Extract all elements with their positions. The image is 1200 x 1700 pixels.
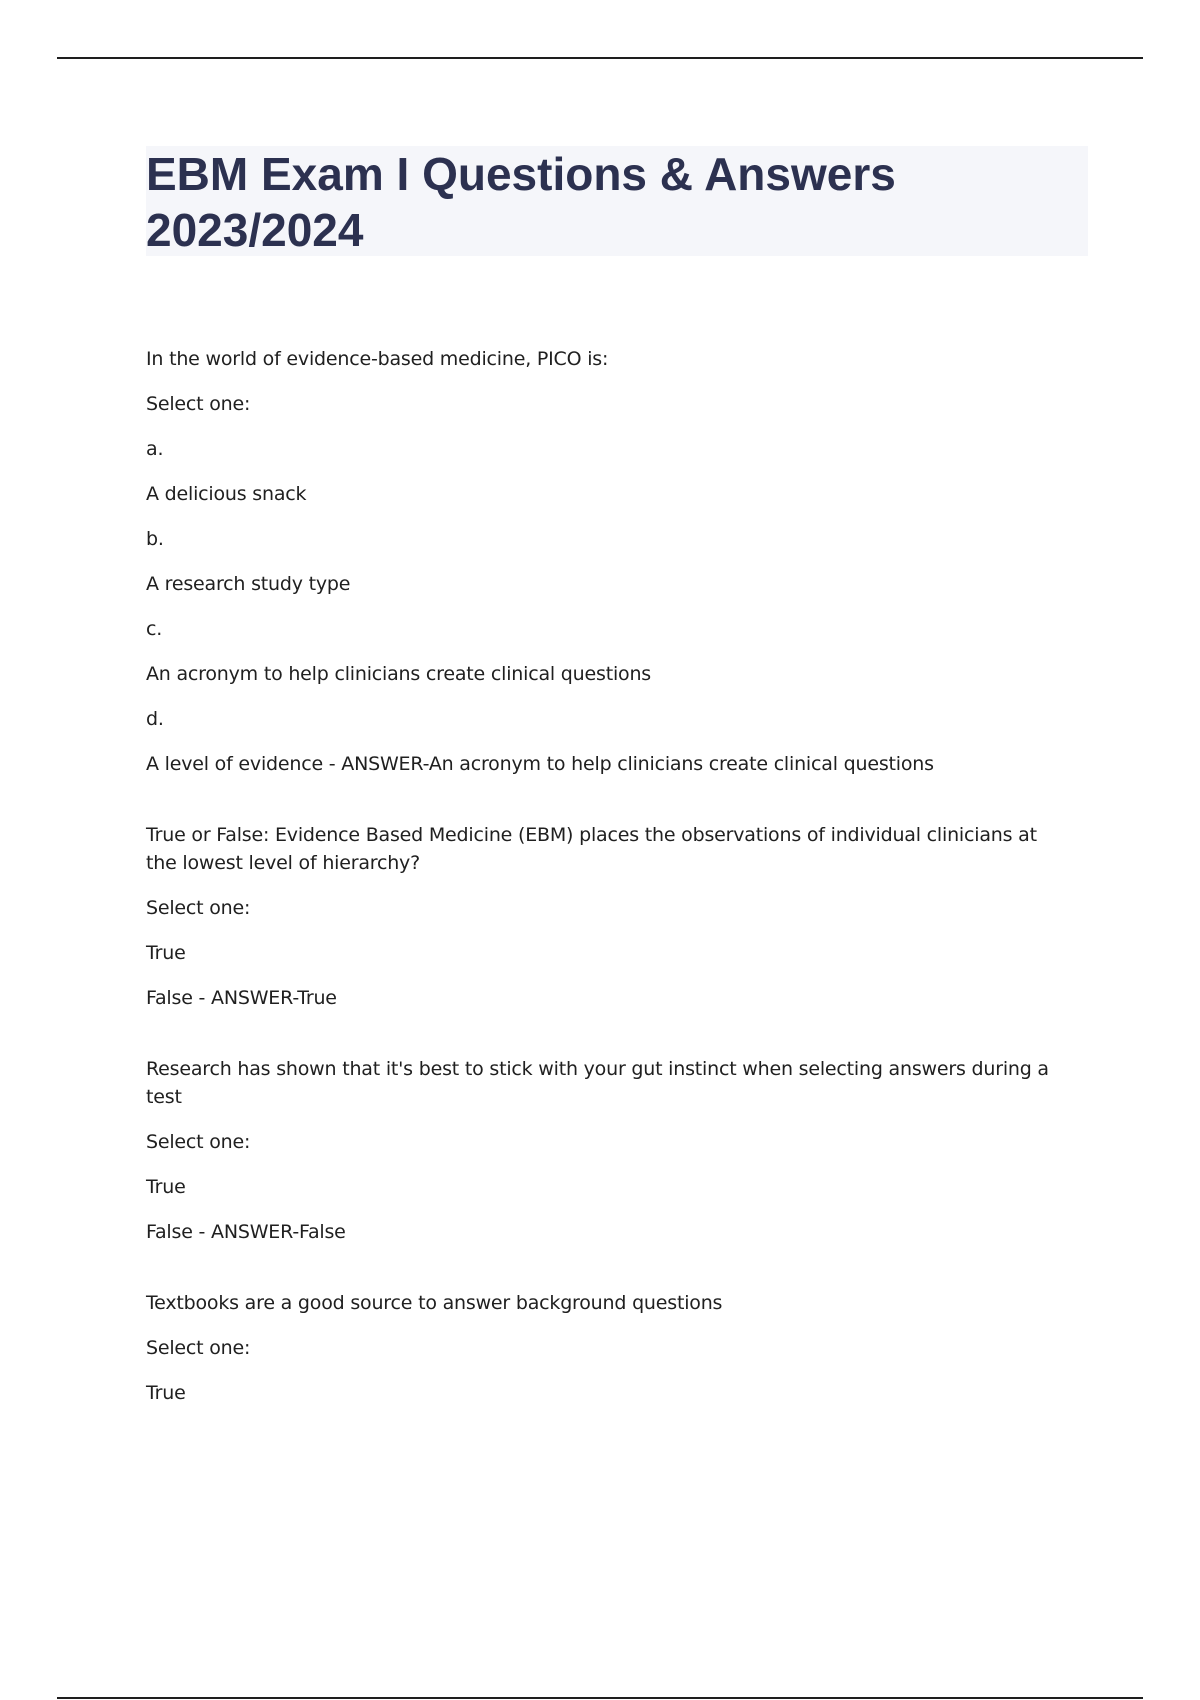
select-one-label: Select one:	[146, 393, 251, 415]
option-text: True	[146, 1382, 186, 1404]
document-body	[146, 345, 1066, 1450]
question-block-4	[146, 1289, 1066, 1407]
question-block-2	[146, 821, 1066, 1012]
select-one-label: Select one:	[146, 1131, 251, 1153]
option-letter: d.	[146, 708, 164, 730]
question-block-1	[146, 345, 1066, 778]
option-text-with-answer: False - ANSWER-True	[146, 987, 337, 1009]
option-text: A research study type	[146, 573, 351, 595]
question-text: Research has shown that it's best to stick with your gut instinct when selecting answers during a test	[146, 1058, 1049, 1108]
document-title: EBM Exam I Questions & Answers 2023/2024	[146, 148, 896, 256]
option-text-with-answer: False - ANSWER-False	[146, 1221, 346, 1243]
question-block-3	[146, 1055, 1066, 1246]
option-text: True	[146, 1176, 186, 1198]
option-letter: c.	[146, 618, 163, 640]
option-letter: a.	[146, 438, 164, 460]
option-text-with-answer: A level of evidence - ANSWER-An acronym to help clinicians create clinical questions	[146, 753, 934, 775]
question-text: In the world of evidence-based medicine, PICO is:	[146, 348, 609, 370]
option-text: An acronym to help clinicians create clinical questions	[146, 663, 651, 685]
option-text: A delicious snack	[146, 483, 307, 505]
select-one-label: Select one:	[146, 1337, 251, 1359]
option-letter: b.	[146, 528, 164, 550]
question-text: Textbooks are a good source to answer background questions	[146, 1292, 723, 1314]
option-text: True	[146, 942, 186, 964]
question-text: True or False: Evidence Based Medicine (EBM) places the observations of individual clinicians at the lowest level of hierarchy?	[146, 824, 1037, 874]
footer-rule	[57, 1697, 1143, 1699]
header-rule	[57, 57, 1143, 59]
select-one-label: Select one:	[146, 897, 251, 919]
